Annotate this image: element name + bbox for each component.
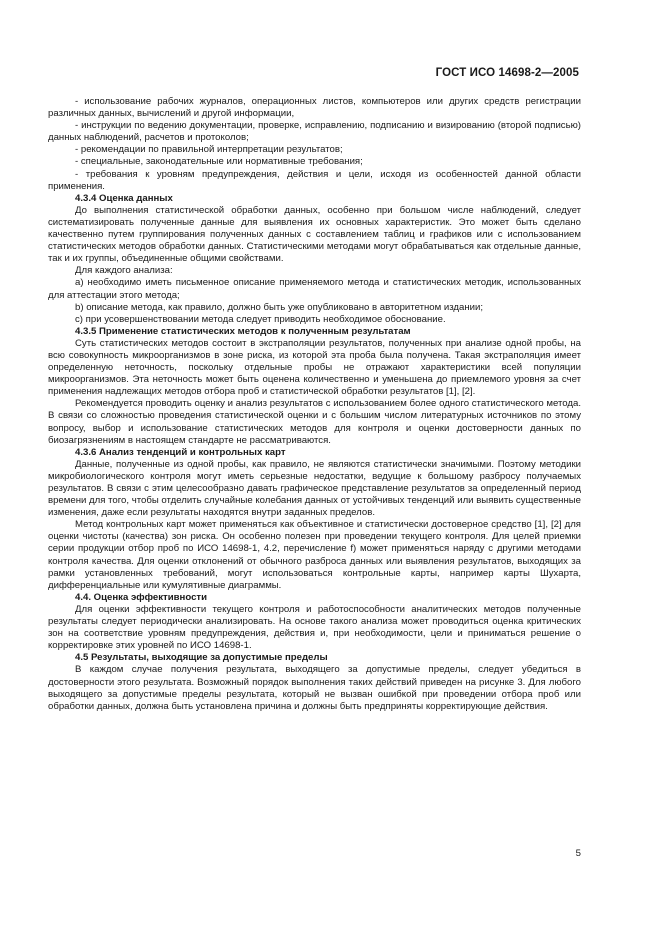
paragraph: Для каждого анализа: <box>75 265 173 277</box>
section-heading: 4.3.5 Применение статистических методов к полученным результатам <box>75 325 411 337</box>
page-number: 5 <box>575 848 581 859</box>
paragraph: До выполнения статистической обработки данных, особенно при большом числе наблюдений, следует систематизировать полученные данные для выявления их основных характеристик. Это может быть сделано качественно путем группирования полученных данных с составлением таблиц и графиков или с использованием статистических методов обработки данных. Статистическими методами могут обрабатываться как отдельные данные, так и их группы, объединенные общими свойствами. <box>48 204 581 265</box>
paragraph: а) необходимо иметь письменное описание применяемого метода и статистических методик, использованных для аттестации этого метода; <box>48 277 581 301</box>
paragraph: Метод контрольных карт может применяться как объективное и статистически достоверное средство [1], [2] для оценки чистоты (качества) зон риска. Он особенно полезен при проведении текущего контроля. Для целей приемки серии продукции отбор проб по ИСО 14698-1, 4.2, перечисление f) может применяться наряду с другими методами контроля качества. Для оценки отклонений от обычного разброса данных или выявления результатов, выходящих за рамки установленных требований, могут использоваться контрольные карты, например карты Шухарта, дифференциальные или кумулятивные диаграммы. <box>48 519 581 591</box>
section-heading: 4.4. Оценка эффективности <box>75 591 208 603</box>
document-body <box>48 96 581 713</box>
paragraph: - требования к уровням предупреждения, действия и цели, исходя из особенностей данной области применения. <box>48 168 581 192</box>
paragraph: Суть статистических методов состоит в экстраполяции результатов, полученных при анализе одной пробы, на всю совокупность микроорганизмов в зоне риска, из которой эта проба была получена. Такая экстраполяция имеет определенную неточность, поскольку отдельные пробы не отражают характеристики всей популяции микроорганизмов. Эта неточность может быть оценена количественно и уменьшена до приемлемого уровня за счет применения надлежащих методов отбора проб и статистической обработки результатов [1], [2]. <box>48 337 581 398</box>
paragraph: c) при усовершенствовании метода следует приводить необходимое обоснование. <box>75 313 446 325</box>
paragraph: b) описание метода, как правило, должно быть уже опубликовано в авторитетном издании; <box>75 301 484 313</box>
section-heading: 4.5 Результаты, выходящие за допустимые пределы <box>75 652 328 664</box>
paragraph: - специальные, законодательные или нормативные требования; <box>75 156 363 168</box>
section-heading: 4.3.4 Оценка данных <box>75 192 173 204</box>
paragraph: В каждом случае получения результата, выходящего за допустимые пределы, следует убедиться в достоверности этого результата. Возможный порядок выполнения таких действий приведен на рисунке 3. Для любого выходящего за допустимые пределы результата, который не вызван ошибкой при проведении отбора проб или обработки данных, должна быть установлена причина и должны быть предприняты корректирующие действия. <box>48 664 581 712</box>
paragraph: Рекомендуется проводить оценку и анализ результатов с использованием более одного статистического метода. В связи со сложностью проведения статистической оценки и с большим числом литературных источников по этому вопросу, выбор и использование статистических методов для контроля и оценки достоверности данных по биозагрязнениям в настоящем стандарте не рассматриваются. <box>48 398 581 446</box>
section-heading: 4.3.6 Анализ тенденций и контрольных карт <box>75 446 286 458</box>
paragraph: Для оценки эффективности текущего контроля и работоспособности аналитических методов полученные результаты следует периодически анализировать. На основе такого анализа может проводиться оценка критических зон на соответствие уровням предупреждения, действия и, при необходимости, цели и приниматься решение о корректировке этих уровней по ИСО 14698-1. <box>48 603 581 652</box>
paragraph: Данные, полученные из одной пробы, как правило, не являются статистически значимыми. Поэтому методики микробиологического контроля могут иметь серьезные недостатки, ведущие к большому разбросу получаемых результатов. В связи с этим целесообразно давать графическое представление результатов за определенный период времени для того, чтобы отделить случайные колебания данных от устойчивых тенденций или выявить существенные изменения, даже если результаты находятся внутри заданных пределов. <box>48 458 581 519</box>
standard-header: ГОСТ ИСО 14698-2—2005 <box>435 67 579 79</box>
paragraph: - инструкции по ведению документации, проверке, исправлению, подписанию и визированию (второй подписью) данных наблюдений, расчетов и протоколов; <box>48 120 581 144</box>
paragraph: - использование рабочих журналов, операционных листов, компьютеров или других средств регистрации различных данных, вычислений и другой информации, <box>48 96 581 120</box>
paragraph: - рекомендации по правильной интерпретации результатов; <box>75 144 343 156</box>
